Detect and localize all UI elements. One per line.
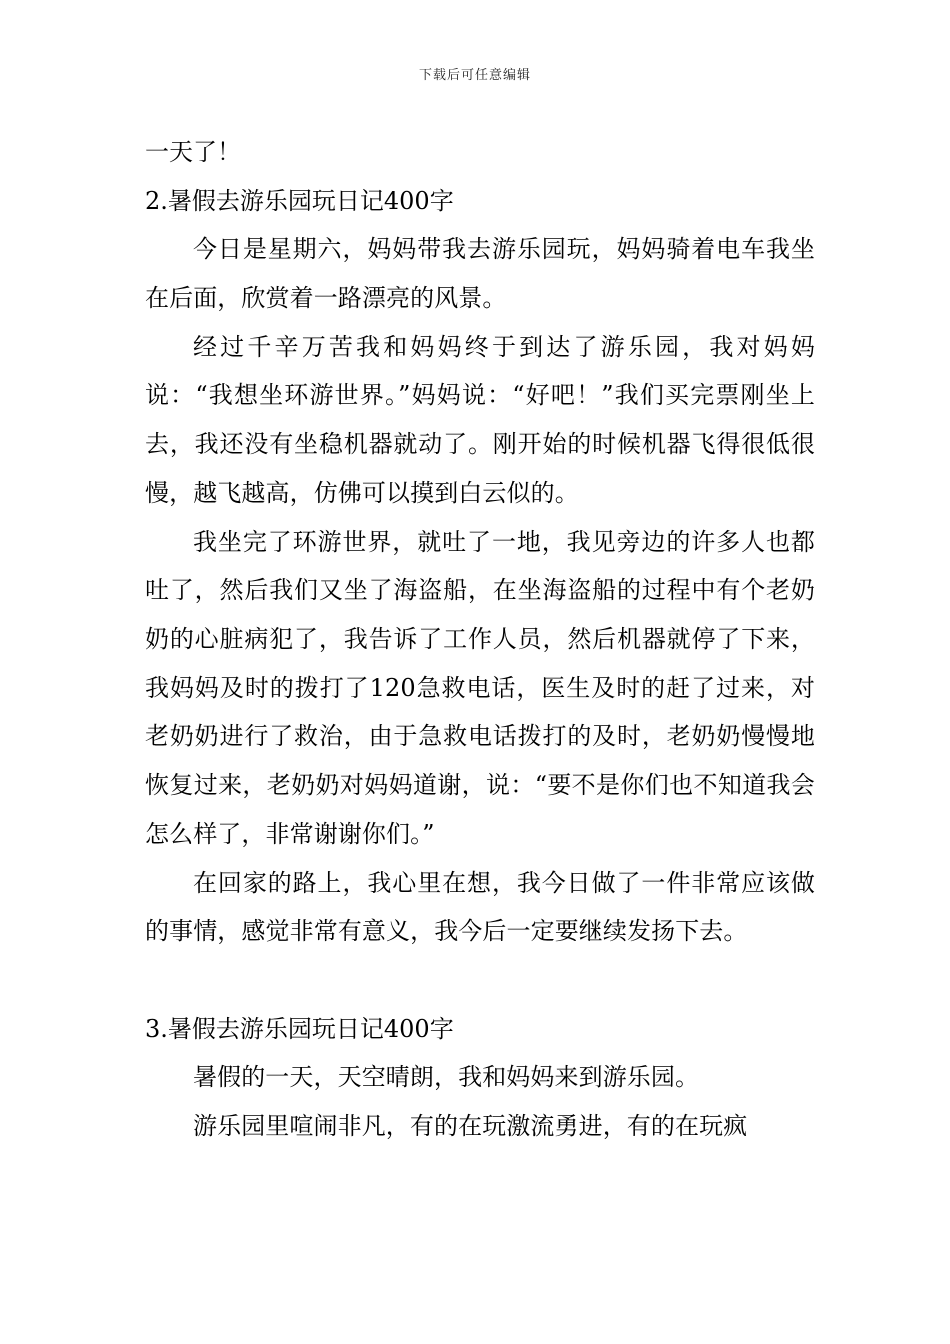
page-header: 下载后可任意编辑 [418, 68, 531, 83]
section-3-title: 3.暑假去游乐园玩日记400字 [145, 1014, 454, 1043]
section-spacer [145, 956, 815, 1005]
section-3-paragraph-2: 游乐园里喧闹非凡，有的在玩激流勇进，有的在玩疯 [193, 1112, 748, 1140]
section-2-paragraph-2: 经过千辛万苦我和妈妈终于到达了游乐园，我对妈妈说：“我想坐环游世界。”妈妈说：“好吧！”我们买完票刚坐上去，我还没有坐稳机器就动了。刚开始的时候机器飞得很低很慢，越飞越高，仿佛可以摸到白云似的。 [145, 332, 815, 507]
document-body [145, 128, 815, 1151]
section-2-paragraph-4: 在回家的路上，我心里在想，我今日做了一件非常应该做的事情，感觉非常有意义，我今后一定要继续发扬下去。 [145, 868, 815, 946]
section-3-paragraph-1: 暑假的一天，天空晴朗，我和妈妈来到游乐园。 [193, 1063, 700, 1092]
section-2-title: 2.暑假去游乐园玩日记400字 [145, 186, 454, 215]
section-2-paragraph-1: 今日是星期六，妈妈带我去游乐园玩，妈妈骑着电车我坐在后面，欣赏着一路漂亮的风景。 [145, 235, 815, 313]
section-2-paragraph-3: 我坐完了环游世界，就吐了一地，我见旁边的许多人也都吐了，然后我们又坐了海盗船，在坐海盗船的过程中有个老奶奶的心脏病犯了，我告诉了工作人员，然后机器就停了下来，我妈妈及时的拨打了120急救电话，医生及时的赶了过来，对老奶奶进行了救治，由于急救电话拨打的及时，老奶奶慢慢地恢复过来，老奶奶对妈妈道谢，说：“要不是你们也不知道我会怎么样了，非常谢谢你们。” [145, 527, 815, 848]
intro-line: 一天了！ [145, 138, 241, 166]
